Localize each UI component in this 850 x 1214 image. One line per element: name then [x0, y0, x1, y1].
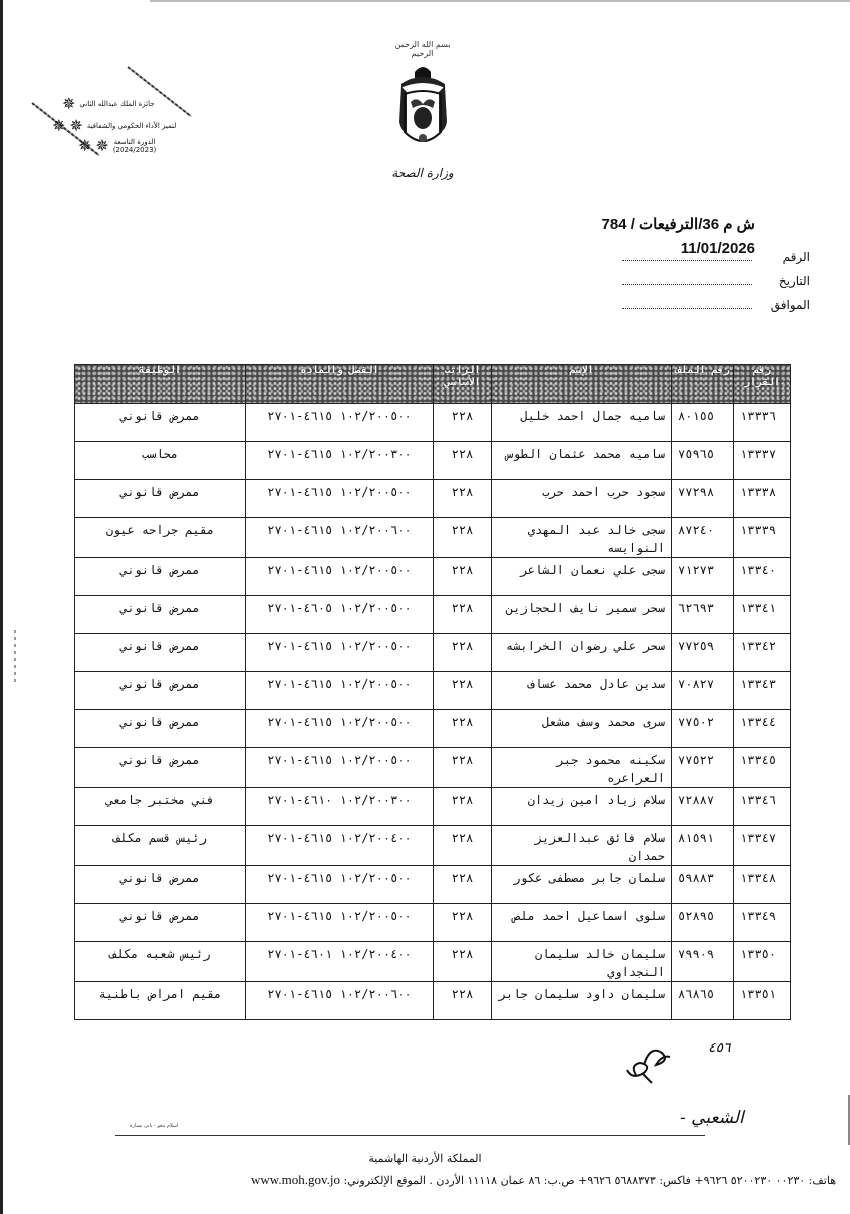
file-no-cell: ٧٠٨٢٧: [672, 672, 734, 710]
table-row: [75, 710, 791, 748]
award-cycle: [113, 138, 156, 154]
header-salary: الراتب الأساسي: [434, 365, 492, 404]
signature-note: ٤٥٦: [708, 1040, 731, 1056]
section-cell: ١٠٢/٢٠٠٥٠٠ ٤٦١٥-٢٧٠١: [246, 866, 434, 904]
table-row: [75, 558, 791, 596]
jordan-coat-of-arms-icon: [393, 62, 453, 152]
job-cell: مقيم امراض باطنية: [75, 982, 246, 1020]
salary-cell: ٢٢٨: [434, 442, 492, 480]
section-cell: ١٠٢/٢٠٠٥٠٠ ٤٦١٥-٢٧٠١: [246, 748, 434, 788]
table-row: [75, 904, 791, 942]
job-cell: فني مختبر جامعي: [75, 788, 246, 826]
salary-cell: ٢٢٨: [434, 672, 492, 710]
table-row: [75, 788, 791, 826]
file-no-cell: ٨٠١٥٥: [672, 404, 734, 442]
table-row: [75, 596, 791, 634]
decision-no-cell: ١٣٣٣٦: [734, 404, 791, 442]
file-no-cell: ٧٥٩٦٥: [672, 442, 734, 480]
job-cell: ممرض قانوني: [75, 710, 246, 748]
section-cell: ١٠٢/٢٠٠٣٠٠ ٤٦١٠-٢٧٠١: [246, 788, 434, 826]
basmala: بسم الله الرحمن الرحيم: [394, 40, 451, 58]
name-cell: سلام فائق عبدالعزيز حمدان: [492, 826, 672, 866]
name-cell: ساميه جمال احمد خليل: [492, 404, 672, 442]
salary-cell: ٢٢٨: [434, 404, 492, 442]
section-cell: ١٠٢/٢٠٠٤٠٠ ٤٦٠١-٢٧٠١: [246, 942, 434, 982]
file-no-cell: ٧٢٨٨٧: [672, 788, 734, 826]
dotted-line: [622, 300, 752, 309]
job-cell: ممرض قانوني: [75, 672, 246, 710]
name-cell: سجود حرب احمد حرب: [492, 480, 672, 518]
name-cell: سكينه محمود جبر العراعره: [492, 748, 672, 788]
salary-cell: ٢٢٨: [434, 518, 492, 558]
job-cell: ممرض قانوني: [75, 480, 246, 518]
file-no-cell: ٧٧٥٠٢: [672, 710, 734, 748]
table-row: [75, 480, 791, 518]
decision-no-cell: ١٣٣٣٩: [734, 518, 791, 558]
name-cell: سلوى اسماعيل احمد ملص: [492, 904, 672, 942]
decision-no-cell: ١٣٣٤١: [734, 596, 791, 634]
name-cell: ساميه محمد عثمان الطوس: [492, 442, 672, 480]
dotted-line: [622, 276, 752, 285]
salary-cell: ٢٢٨: [434, 788, 492, 826]
name-cell: سدين عادل محمد عساف: [492, 672, 672, 710]
header-section: الفصل والمادة: [246, 365, 434, 404]
job-cell: محاسب: [75, 442, 246, 480]
job-cell: ممرض قانوني: [75, 748, 246, 788]
dotted-line: [622, 252, 752, 261]
promotions-table: [74, 364, 791, 1020]
job-cell: ممرض قانوني: [75, 904, 246, 942]
file-no-cell: ٧٧٢٩٨: [672, 480, 734, 518]
salary-cell: ٢٢٨: [434, 710, 492, 748]
signatory-name: الشعبي -: [680, 1108, 744, 1128]
decision-no-cell: ١٣٣٣٨: [734, 480, 791, 518]
footer-divider: [115, 1135, 705, 1136]
reference-fields: [622, 250, 810, 322]
name-cell: سحر علي رضوان الخرابشه: [492, 634, 672, 672]
table-row: [75, 634, 791, 672]
field-date: [622, 274, 810, 298]
star-icon: ✵: [69, 116, 83, 135]
section-cell: ١٠٢/٢٠٠٥٠٠ ٤٦١٥-٢٧٠١: [246, 904, 434, 942]
name-cell: سلمان جابر مصطفى عكور: [492, 866, 672, 904]
scan-edge-top: [150, 0, 850, 2]
section-cell: ١٠٢/٢٠٠٥٠٠ ٤٦١٥-٢٧٠١: [246, 634, 434, 672]
salary-cell: ٢٢٨: [434, 982, 492, 1020]
decision-no-cell: ١٣٣٥٠: [734, 942, 791, 982]
signature-icon: [622, 1035, 682, 1085]
field-label: التاريخ: [778, 274, 810, 288]
scan-edge: [0, 0, 3, 1214]
file-no-cell: ٥٩٨٨٣: [672, 866, 734, 904]
job-cell: مقيم جراحه عيون: [75, 518, 246, 558]
decision-no-cell: ١٣٣٤٤: [734, 710, 791, 748]
footer-country: المملكة الأردنية الهاشمية: [368, 1152, 482, 1165]
section-cell: ١٠٢/٢٠٠٦٠٠ ٤٦١٥-٢٧٠١: [246, 518, 434, 558]
job-cell: ممرض قانوني: [75, 634, 246, 672]
award-line2: لتميز الأداء الحكومي والشفافية: [86, 122, 177, 130]
section-cell: ١٠٢/٢٠٠٥٠٠ ٤٦٠٥-٢٧٠١: [246, 596, 434, 634]
job-cell: رئيس قسم مكلف: [75, 826, 246, 866]
file-no-cell: ٨٧٢٤٠: [672, 518, 734, 558]
award-years: (2024/2023): [112, 146, 157, 154]
salary-cell: ٢٢٨: [434, 904, 492, 942]
file-no-cell: ٧١٢٧٣: [672, 558, 734, 596]
section-cell: ١٠٢/٢٠٠٣٠٠ ٤٦١٥-٢٧٠١: [246, 442, 434, 480]
field-label: الموافق: [770, 298, 810, 312]
job-cell: ممرض قانوني: [75, 866, 246, 904]
section-cell: ١٠٢/٢٠٠٥٠٠ ٤٦١٥-٢٧٠١: [246, 672, 434, 710]
name-cell: سحر سمير نايف الحجازين: [492, 596, 672, 634]
field-number: [622, 250, 810, 274]
file-no-cell: ٧٧٢٥٩: [672, 634, 734, 672]
award-line3: الدورة التاسعة: [113, 138, 156, 146]
name-cell: سجى علي نعمان الشاعر: [492, 558, 672, 596]
award-row: [78, 138, 156, 154]
job-cell: ممرض قانوني: [75, 596, 246, 634]
name-cell: سجى خالد عبد المهدي النوايسه: [492, 518, 672, 558]
table-row: [75, 442, 791, 480]
footer-small-note: اسلام معو - بانى بسارة: [130, 1123, 179, 1129]
header-file-no: رقم الملف: [672, 365, 734, 404]
award-row: [52, 118, 176, 134]
letterhead: [385, 40, 460, 180]
award-stamp: [30, 30, 180, 160]
decision-no-cell: ١٣٣٤٣: [734, 672, 791, 710]
award-line1: جائزة الملك عبدالله الثاني: [79, 100, 155, 108]
table-row: [75, 748, 791, 788]
section-cell: ١٠٢/٢٠٠٥٠٠ ٤٦١٥-٢٧٠١: [246, 710, 434, 748]
file-no-cell: ٦٢٦٩٣: [672, 596, 734, 634]
section-cell: ١٠٢/٢٠٠٥٠٠ ٤٦١٥-٢٧٠١: [246, 480, 434, 518]
salary-cell: ٢٢٨: [434, 942, 492, 982]
table-row: [75, 942, 791, 982]
table-row: [75, 404, 791, 442]
section-cell: ١٠٢/٢٠٠٥٠٠ ٤٦١٥-٢٧٠١: [246, 404, 434, 442]
website-link[interactable]: www.moh.gov.jo: [251, 1172, 340, 1187]
salary-cell: ٢٢٨: [434, 826, 492, 866]
star-icon: ✵: [78, 136, 92, 155]
contact-details: هاتف: ٠٠٢٣٠ ٥٢٠٠٢٣٠ ٩٦٢٦+ فاكس: ٥٦٨٨٣٧٣ ٩٦٢٦+ ص.ب: ٨٦ عمان ١١١١٨ الأردن . الموقع الإلكتروني:: [343, 1174, 836, 1187]
name-cell: سليمان داود سليمان جابر: [492, 982, 672, 1020]
decision-no-cell: ١٣٣٤٩: [734, 904, 791, 942]
header-job: الوظيفة: [75, 365, 246, 404]
salary-cell: ٢٢٨: [434, 558, 492, 596]
star-icon: ✵: [52, 116, 66, 135]
star-icon: ✵: [62, 94, 76, 113]
footer-contact: [251, 1172, 836, 1188]
name-cell: سليمان خالد سليمان النجداوي: [492, 942, 672, 982]
decision-no-cell: ١٣٣٤٠: [734, 558, 791, 596]
job-cell: رئيس شعبه مكلف: [75, 942, 246, 982]
file-no-cell: ٥٢٨٩٥: [672, 904, 734, 942]
reference-number: ش م 36/الترفيعات / 784: [601, 216, 755, 233]
header-name: الإسم: [492, 365, 672, 404]
file-no-cell: ٨٦٨٦٥: [672, 982, 734, 1020]
decision-no-cell: ١٣٣٤٨: [734, 866, 791, 904]
reference-date: 11/01/2026: [680, 240, 755, 257]
margin-marks: [14, 630, 16, 685]
salary-cell: ٢٢٨: [434, 480, 492, 518]
table-row: [75, 826, 791, 866]
table-row: [75, 518, 791, 558]
table-row: [75, 672, 791, 710]
file-no-cell: ٨١٥٩١: [672, 826, 734, 866]
job-cell: ممرض قانوني: [75, 558, 246, 596]
header-decision-no: رقم القرار: [734, 365, 791, 404]
decision-no-cell: ١٣٣٤٦: [734, 788, 791, 826]
award-row: [62, 96, 155, 112]
file-no-cell: ٧٧٥٢٢: [672, 748, 734, 788]
name-cell: سلام زياد امين زيدان: [492, 788, 672, 826]
salary-cell: ٢٢٨: [434, 596, 492, 634]
section-cell: ١٠٢/٢٠٠٥٠٠ ٤٦١٥-٢٧٠١: [246, 558, 434, 596]
salary-cell: ٢٢٨: [434, 634, 492, 672]
ministry-name: وزارة الصحة: [391, 166, 454, 180]
table-row: [75, 982, 791, 1020]
decision-no-cell: ١٣٣٤٧: [734, 826, 791, 866]
field-label: الرقم: [782, 250, 810, 264]
salary-cell: ٢٢٨: [434, 866, 492, 904]
salary-cell: ٢٢٨: [434, 748, 492, 788]
decision-no-cell: ١٣٣٤٥: [734, 748, 791, 788]
decision-no-cell: ١٣٣٤٢: [734, 634, 791, 672]
star-icon: ✵: [95, 136, 109, 155]
decision-no-cell: ١٣٣٥١: [734, 982, 791, 1020]
decision-no-cell: ١٣٣٣٧: [734, 442, 791, 480]
field-corresponding: [622, 298, 810, 322]
name-cell: سرى محمد وسف مشعل: [492, 710, 672, 748]
section-cell: ١٠٢/٢٠٠٦٠٠ ٤٦١٥-٢٧٠١: [246, 982, 434, 1020]
file-no-cell: ٧٩٩٠٩: [672, 942, 734, 982]
section-cell: ١٠٢/٢٠٠٤٠٠ ٤٦١٥-٢٧٠١: [246, 826, 434, 866]
table-row: [75, 866, 791, 904]
job-cell: ممرض قانوني: [75, 404, 246, 442]
table-header-row: [75, 365, 791, 404]
